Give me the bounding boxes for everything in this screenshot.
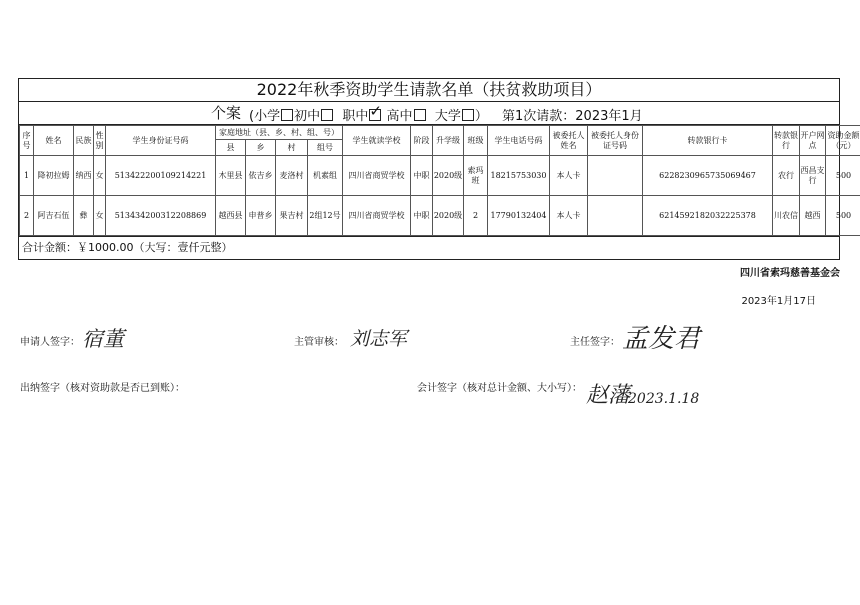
- applicant-signature: 宿董: [82, 327, 124, 351]
- batch-info: 第1次请款：2023年1月: [502, 109, 643, 124]
- cell-group: 机素组: [308, 156, 343, 196]
- cell-group: 2组12号: [308, 196, 343, 236]
- checkbox-primary: [281, 109, 293, 121]
- cell-ethnicity: 纳西: [74, 156, 94, 196]
- header-group: 组号: [308, 140, 343, 156]
- cell-seq: 1: [20, 156, 34, 196]
- cell-entrusted: 本人卡: [550, 156, 588, 196]
- cell-branch: 西昌支行: [800, 156, 826, 196]
- cell-county: 木里县: [216, 156, 246, 196]
- type-junior: 初中: [294, 109, 321, 124]
- cell-id-number: 513422200109214221: [106, 156, 216, 196]
- cell-name: 降初拉姆: [34, 156, 74, 196]
- form-subtitle: [19, 102, 839, 125]
- form-title: 2022年秋季资助学生请款名单（扶贫救助项目）: [19, 79, 839, 102]
- header-grade: 升学级: [433, 126, 464, 156]
- cell-township: 申普乡: [246, 196, 276, 236]
- cell-village: 麦洛村: [276, 156, 308, 196]
- cell-phone: 17790132404: [488, 196, 550, 236]
- checkbox-junior: [321, 109, 333, 121]
- cell-township: 依吉乡: [246, 156, 276, 196]
- header-county: 县: [216, 140, 246, 156]
- accountant-label: 会计签字（核对总计金额、大小写）：: [417, 383, 582, 394]
- cell-bank: 川农信: [773, 196, 800, 236]
- accountant-sign-date: 2023.1.18: [628, 391, 700, 407]
- header-entrusted-id: 被委托人身份证号码: [588, 126, 643, 156]
- cell-card: 6228230965735069467: [643, 156, 773, 196]
- cell-village: 果吉村: [276, 196, 308, 236]
- header-phone: 学生电话号码: [488, 126, 550, 156]
- cell-class: 2: [464, 196, 488, 236]
- table-header-row: [20, 126, 860, 140]
- document-date: 2023年1月17日: [741, 296, 816, 307]
- cell-bank: 农行: [773, 156, 800, 196]
- request-form: [18, 78, 860, 260]
- supervisor-label: 主管审核：: [294, 337, 344, 348]
- header-class: 班级: [464, 126, 488, 156]
- director-signature: 孟发君: [622, 324, 701, 354]
- cell-name: 阿吉石伍: [34, 196, 74, 236]
- table-row: [20, 156, 860, 196]
- header-seq: 序号: [20, 126, 34, 156]
- foundation-name: 四川省索玛慈善基金会: [740, 268, 840, 279]
- header-school: 学生就读学校: [343, 126, 411, 156]
- type-university: 大学: [434, 109, 461, 124]
- check-mark-icon: ✓: [369, 102, 382, 120]
- checkbox-university: [462, 109, 474, 121]
- case-label: 个案: [211, 104, 242, 122]
- cell-grade: 2020级: [433, 156, 464, 196]
- student-table: [19, 125, 860, 236]
- cell-school: 四川省商贸学校: [343, 196, 411, 236]
- director-label: 主任签字：: [570, 337, 620, 348]
- cashier-label: 出纳签字（核对资助款是否已到账）：: [20, 383, 185, 394]
- checkbox-senior: [414, 109, 426, 121]
- cell-entrusted: 本人卡: [550, 196, 588, 236]
- type-primary: 小学: [254, 109, 281, 124]
- cell-school: 四川省商贸学校: [343, 156, 411, 196]
- cell-gender: 女: [94, 196, 106, 236]
- cell-amount: 500: [826, 196, 860, 236]
- supervisor-signature: 刘志军: [350, 328, 408, 350]
- header-id-number: 学生身份证号码: [106, 126, 216, 156]
- cell-stage: 中职: [411, 196, 433, 236]
- header-township: 乡: [246, 140, 276, 156]
- cell-gender: 女: [94, 156, 106, 196]
- header-card: 转款银行卡: [643, 126, 773, 156]
- cell-ethnicity: 彝: [74, 196, 94, 236]
- cell-id-number: 513434200312208869: [106, 196, 216, 236]
- school-type-options: (小学 初中 职中 ✓ 高中 大学 ）: [249, 102, 488, 124]
- type-senior: 高中: [386, 109, 413, 124]
- cell-entrusted-id: [588, 156, 643, 196]
- cell-branch: 越西: [800, 196, 826, 236]
- header-branch: 开户网点: [800, 126, 826, 156]
- header-stage: 阶段: [411, 126, 433, 156]
- cell-phone: 18215753030: [488, 156, 550, 196]
- form-border: [18, 78, 860, 260]
- header-amount: 资助金额（元）: [826, 126, 860, 156]
- checkbox-vocational: [369, 102, 382, 121]
- total-amount: 合计金额：￥1000.00（大写：壹仟元整）: [19, 236, 839, 259]
- cell-entrusted-id: [588, 196, 643, 236]
- header-entrusted: 被委托人姓名: [550, 126, 588, 156]
- cell-seq: 2: [20, 196, 34, 236]
- cell-class: 索玛班: [464, 156, 488, 196]
- header-name: 姓名: [34, 126, 74, 156]
- header-village: 村: [276, 140, 308, 156]
- header-address: 家庭地址（县、乡、村、组、号）: [216, 126, 343, 140]
- cell-county: 越西县: [216, 196, 246, 236]
- cell-stage: 中职: [411, 156, 433, 196]
- accountant-signature: 赵藩: [586, 383, 631, 408]
- cell-grade: 2020级: [433, 196, 464, 236]
- header-gender: 性别: [94, 126, 106, 156]
- cell-amount: 500: [826, 156, 860, 196]
- header-ethnicity: 民族: [74, 126, 94, 156]
- type-vocational: 职中: [342, 109, 369, 124]
- applicant-label: 申请人签字：: [20, 337, 80, 348]
- cell-card: 6214592182032225378: [643, 196, 773, 236]
- header-bank: 转款银行: [773, 126, 800, 156]
- table-row: [20, 196, 860, 236]
